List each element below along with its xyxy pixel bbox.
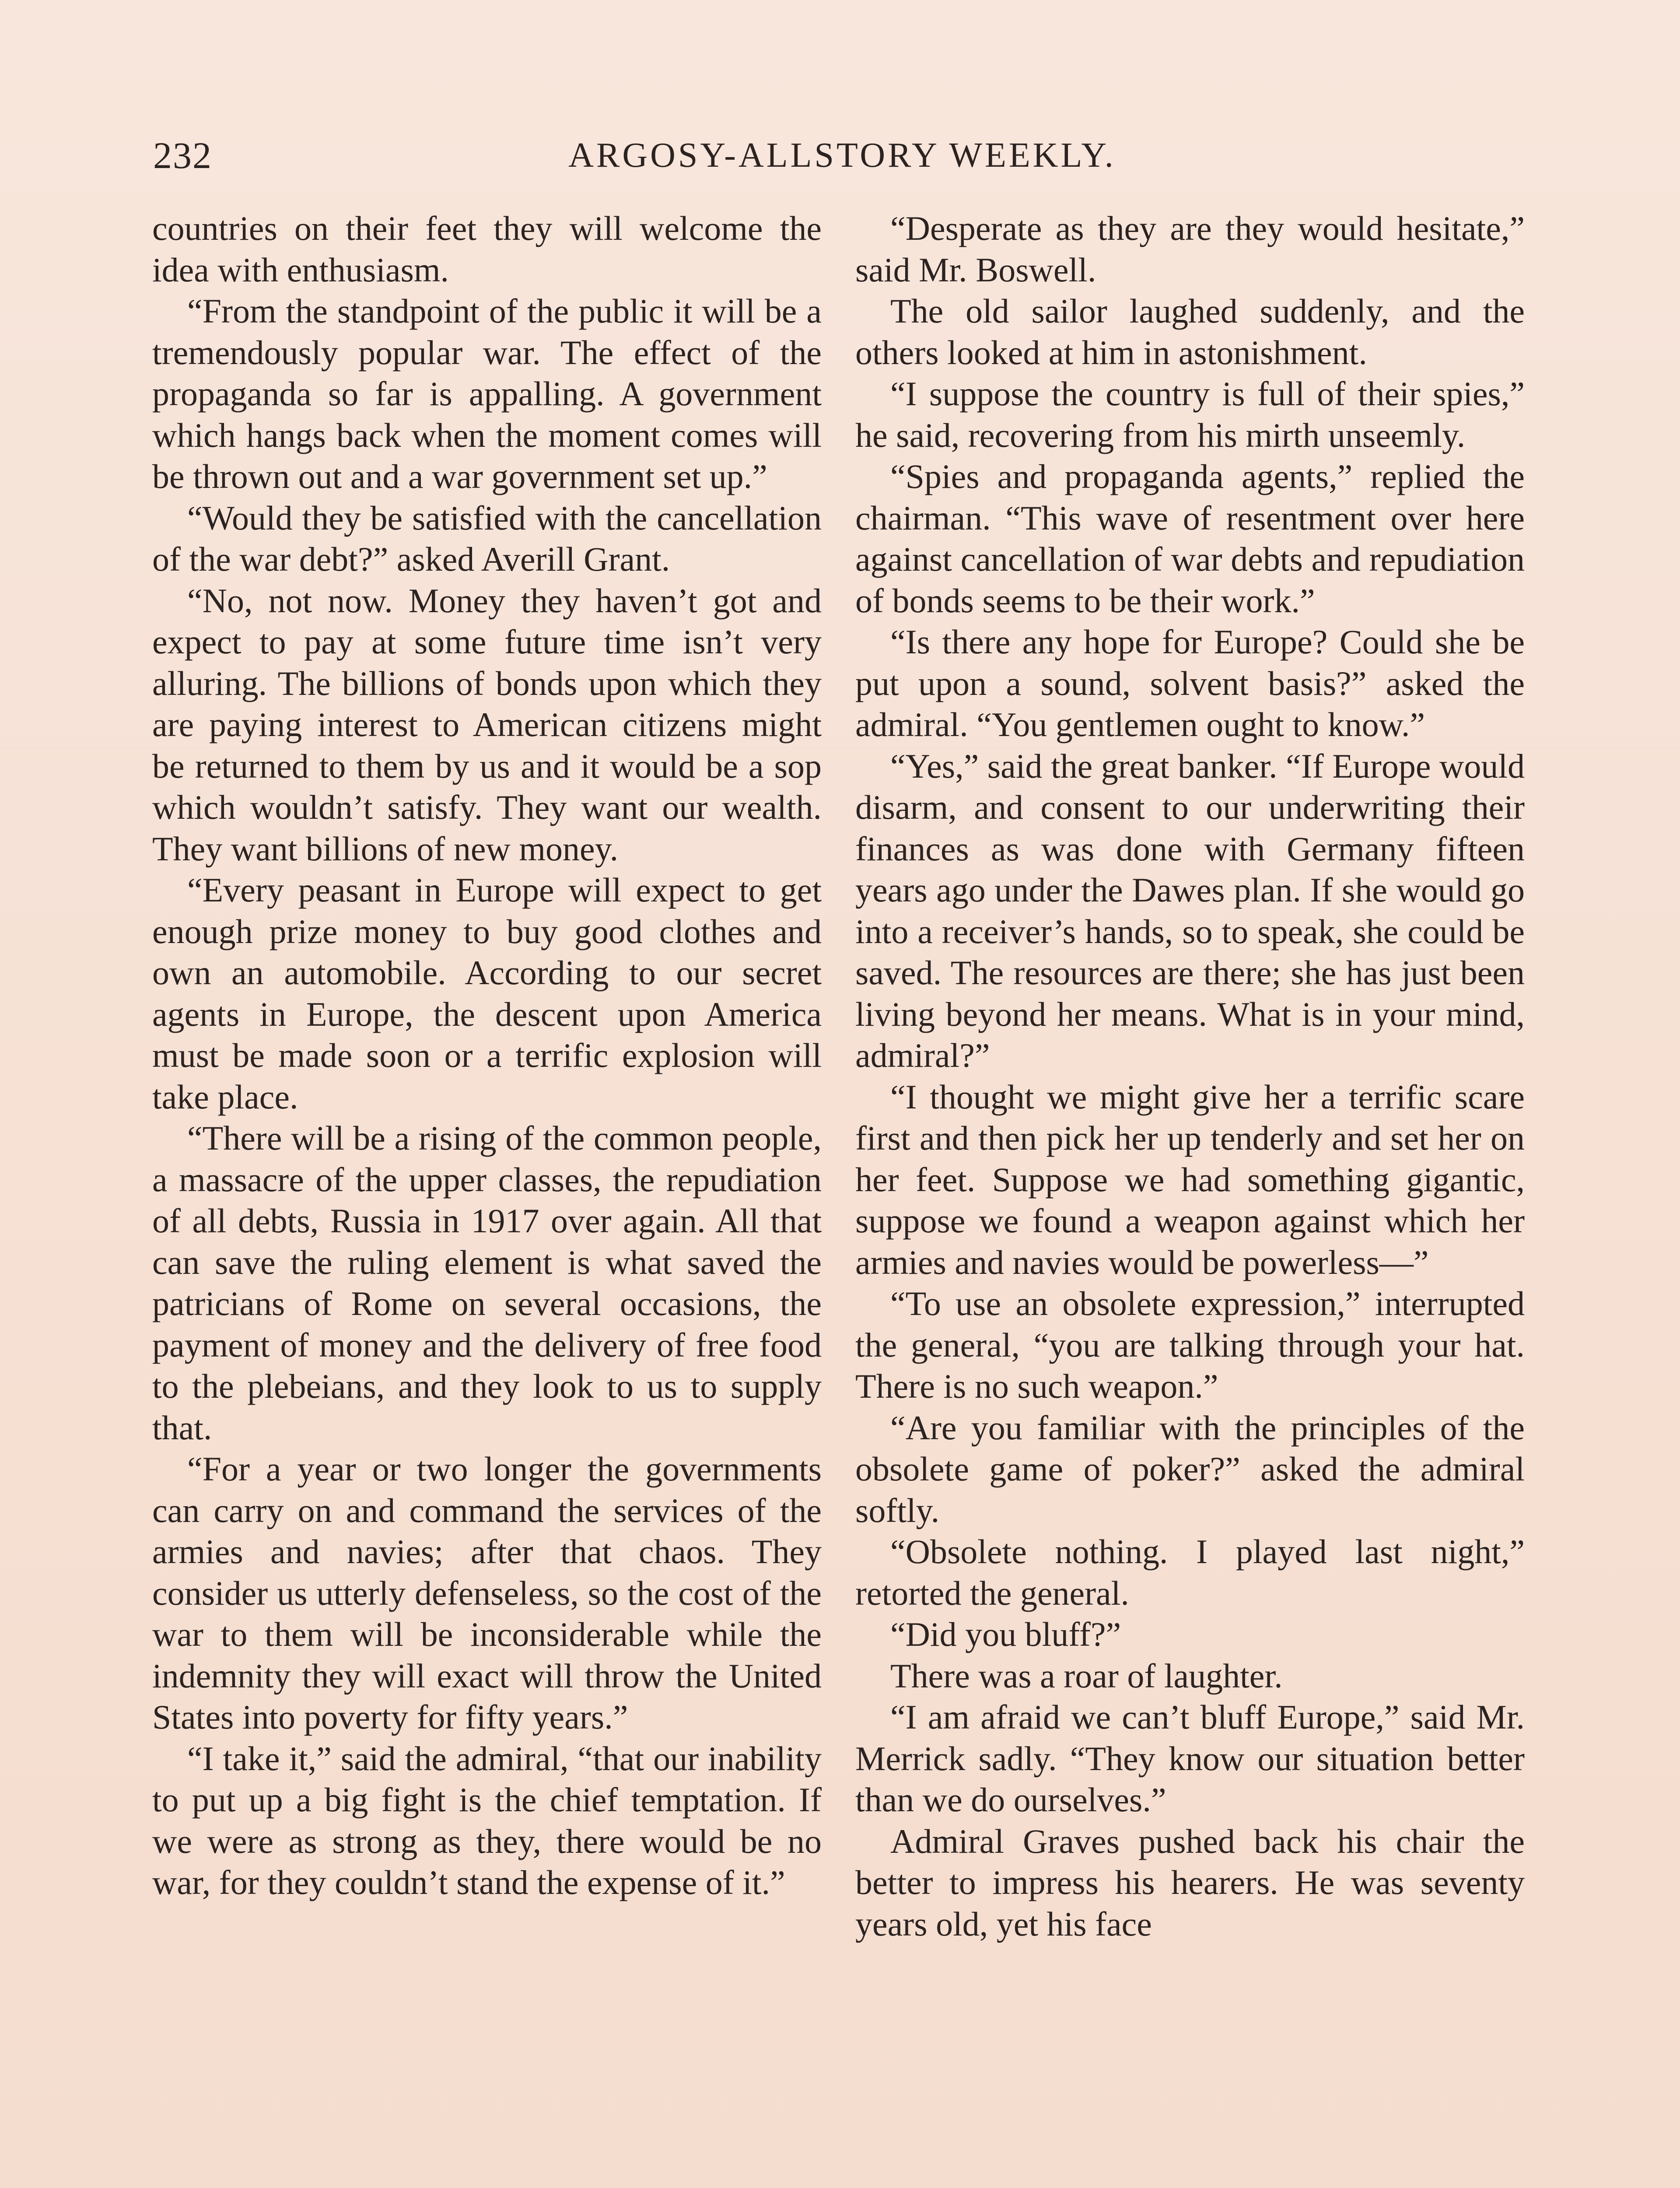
paragraph: “Did you bluff?”	[890, 1615, 1121, 1653]
left-column	[152, 208, 822, 1904]
paragraph: “I take it,” said the admiral, “that our inability to put up a big fight is the chief temptation. If we were as strong as they, there would be no war, for they couldn’t stand the expense of it.”	[152, 1739, 822, 1901]
paragraph: “Would they be satisfied with the cancellation of the war debt?” asked Averill Grant.	[152, 498, 822, 578]
paragraph: countries on their feet they will welcome the idea with enthusiasm.	[152, 209, 822, 289]
page-number: 232	[153, 134, 212, 176]
paragraph: “Are you familiar with the principles of the obsolete game of poker?” asked the admiral softly.	[855, 1408, 1525, 1529]
paragraph: “Is there any hope for Europe? Could she be put upon a sound, solvent basis?” asked the admiral. “You gentlemen ought to know.”	[855, 623, 1525, 743]
paragraph: “I thought we might give her a terrific scare first and then pick her up tenderly and set her on her feet. Suppose we had something gigantic, suppose we found a weapon against which her armies and navies would be powerless—”	[855, 1077, 1525, 1281]
paragraph: “For a year or two longer the governments can carry on and command the services of the armies and navies; after that chaos. They consider us utterly defenseless, so the cost of the war to them will be inconsiderable while the indemnity they will exact will throw the United States into poverty for fifty years.”	[152, 1450, 822, 1736]
running-head: ARGOSY-ALLSTORY WEEKLY.	[568, 136, 1116, 175]
right-column	[855, 208, 1525, 1945]
paragraph: “Desperate as they are they would hesitate,” said Mr. Boswell.	[855, 209, 1525, 289]
paragraph: The old sailor laughed suddenly, and the others looked at him in astonishment.	[855, 292, 1525, 372]
paragraph: “I suppose the country is full of their spies,” he said, recovering from his mirth unseemly.	[855, 375, 1525, 454]
paragraph: “There will be a rising of the common people, a massacre of the upper classes, the repudiation of all debts, Russia in 1917 over again. All that can save the ruling element is what saved the patricians of Rome on several occasions, the payment of money and the delivery of free food to the plebeians, and they look to us to supply that.	[152, 1119, 822, 1447]
paragraph: There was a roar of laughter.	[890, 1656, 1283, 1695]
paragraph: “Yes,” said the great banker. “If Europe would disarm, and consent to our underwriting their finances as was done with Germany fifteen years ago under the Dawes plan. If she would go into a receiver’s hands, so to speak, she could be saved. The resources are there; she has just been living beyond her means. What is in your mind, admiral?”	[855, 747, 1525, 1074]
paragraph: “Obsolete nothing. I played last night,” retorted the general.	[855, 1532, 1525, 1612]
paragraph: “I am afraid we can’t bluff Europe,” said Mr. Merrick sadly. “They know our situation better than we do ourselves.”	[855, 1698, 1525, 1819]
paragraph: “To use an obsolete expression,” interrupted the general, “you are talking through your hat. There is no such weapon.”	[855, 1284, 1525, 1405]
paragraph: “Spies and propaganda agents,” replied the chairman. “This wave of resentment over here against cancellation of war debts and repudiation of bonds seems to be their work.”	[855, 457, 1525, 620]
page-header	[153, 131, 1531, 179]
paragraph: Admiral Graves pushed back his chair the better to impress his hearers. He was seventy years old, yet his face	[855, 1822, 1525, 1943]
paragraph: “Every peasant in Europe will expect to get enough prize money to buy good clothes and own an automobile. According to our secret agents in Europe, the descent upon America must be made soon or a terrific explosion will take place.	[152, 871, 822, 1116]
paragraph: “From the standpoint of the public it will be a tremendously popular war. The effect of the propaganda so far is appalling. A government which hangs back when the moment comes will be thrown out and a war government set up.”	[152, 292, 822, 495]
paragraph: “No, not now. Money they haven’t got and expect to pay at some future time isn’t very alluring. The billions of bonds upon which they are paying interest to American citizens might be returned to them by us and it would be a sop which wouldn’t satisfy. They want our wealth. They want billions of new money.	[152, 581, 822, 868]
